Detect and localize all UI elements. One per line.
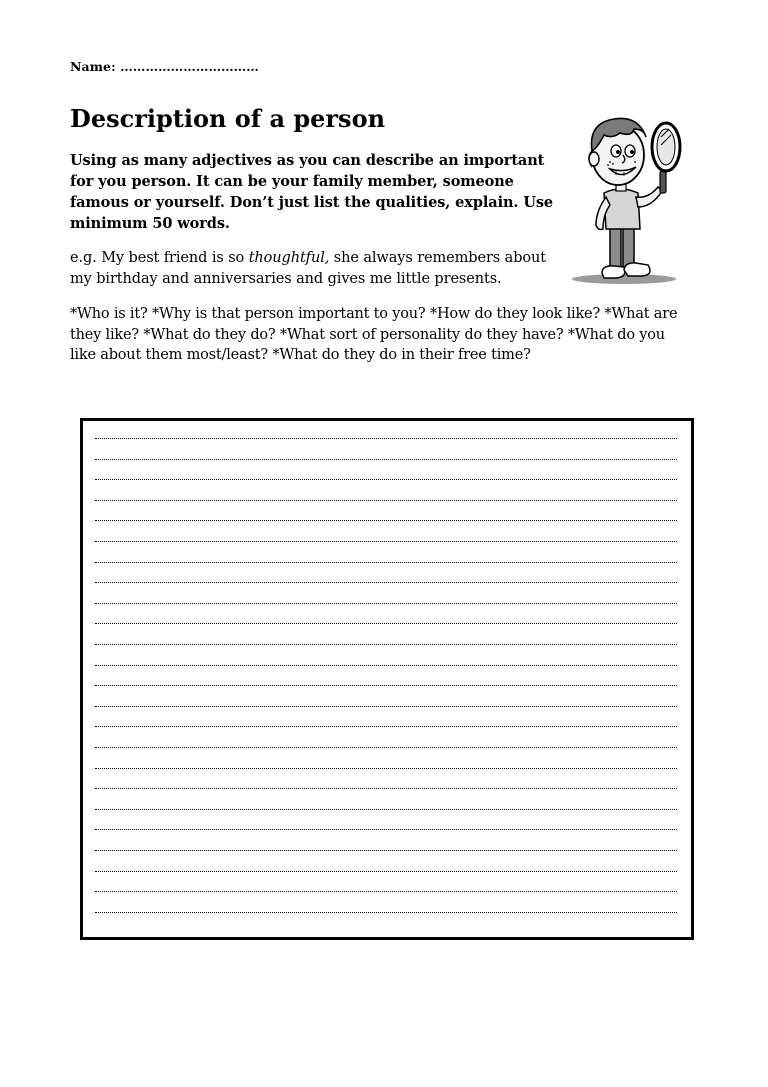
- writing-line[interactable]: [95, 809, 677, 810]
- writing-line[interactable]: [95, 912, 677, 913]
- writing-line[interactable]: [95, 829, 677, 830]
- writing-line[interactable]: [95, 891, 677, 892]
- example-prefix: e.g. My best friend is so: [70, 250, 249, 266]
- example-emphasis: thoughtful,: [248, 250, 330, 266]
- writing-line[interactable]: [95, 603, 677, 604]
- name-field-label: Name: ……………………………: [70, 59, 259, 74]
- writing-line[interactable]: [95, 520, 677, 521]
- writing-line[interactable]: [95, 850, 677, 851]
- writing-line[interactable]: [95, 871, 677, 872]
- writing-line[interactable]: [95, 768, 677, 769]
- writing-line[interactable]: [95, 665, 677, 666]
- writing-line[interactable]: [95, 726, 677, 727]
- writing-line[interactable]: [95, 438, 677, 439]
- example-suffix: she always remembers about my birthday and anniversaries and gives me little presents.: [70, 250, 546, 287]
- writing-line[interactable]: [95, 685, 677, 686]
- writing-line[interactable]: [95, 562, 677, 563]
- writing-line[interactable]: [95, 747, 677, 748]
- writing-line[interactable]: [95, 644, 677, 645]
- writing-line[interactable]: [95, 582, 677, 583]
- writing-line[interactable]: [95, 459, 677, 460]
- instructions-text: Using as many adjectives as you can describe an important for you person. It can be your family member, someone famous or yourself. Don’t just list the qualities, explain. Use minimum 50 words.: [70, 152, 554, 232]
- writing-line[interactable]: [95, 500, 677, 501]
- writing-line[interactable]: [95, 479, 677, 480]
- example-text: [70, 248, 570, 290]
- writing-line[interactable]: [95, 623, 677, 624]
- boy-with-mirror-icon: [572, 107, 684, 287]
- writing-line[interactable]: [95, 788, 677, 789]
- writing-line[interactable]: [95, 541, 677, 542]
- writing-line[interactable]: [95, 706, 677, 707]
- page-title: Description of a person: [70, 104, 386, 133]
- guiding-questions: *Who is it? *Why is that person important to you? *How do they look like? *What are they like? *What do they do? *What sort of personality do they have? *What do you like about them most/least? *What do they do in their free time?: [70, 306, 678, 363]
- answer-box: [80, 418, 694, 940]
